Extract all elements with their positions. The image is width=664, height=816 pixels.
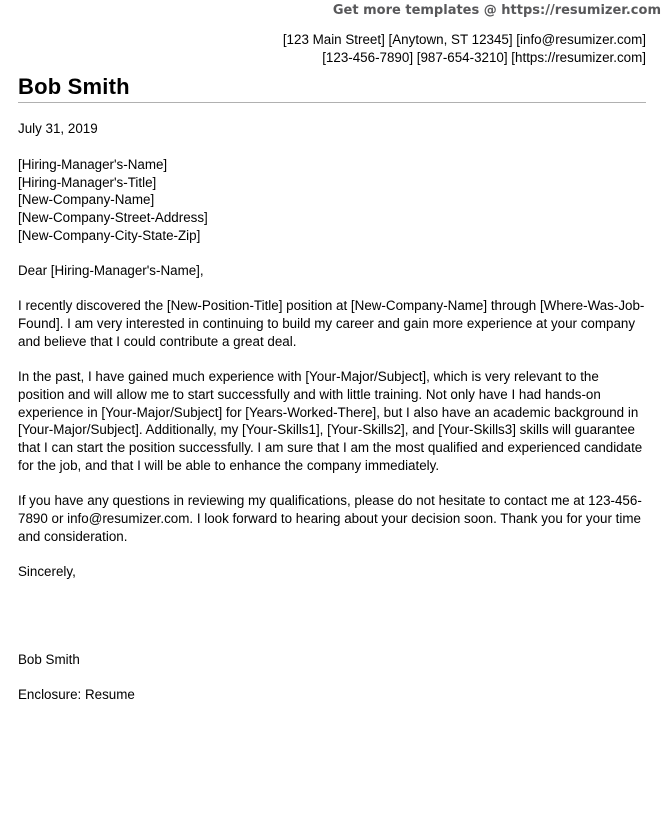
sender-name-heading: Bob Smith [18,75,646,103]
letter-body [18,103,646,703]
salutation: Dear [Hiring-Manager's-Name], [18,263,204,278]
body-paragraph-3: If you have any questions in reviewing my qualifications, please do not hesitate to contact me at 123-456-7890 or info@resumizer.com. I look forward to hearing about your decision soon. Thank you for your time and consideration. [18,493,642,544]
body-paragraph-2: In the past, I have gained much experience with [Your-Major/Subject], which is very relevant to the position and will allow me to start successfully and with little training. Not only have I had hands-on experience in [Your-Major/Subject] for [Years-Worked-There], but I also have an academic background in [Your-Major/Subject]. Additionally, my [Your-Skills1], [Your-Skills2], and [Your-Skills3] skills will guarantee that I can start the position successfully. I am sure that I am the most qualified and experienced candidate for the job, and that I will be able to enhance the company immediately. [18,369,643,473]
resumizer-tagline: Get more templates @ https://resumizer.com [332,3,661,18]
signature-name: Bob Smith [18,651,80,667]
body-paragraph-1: I recently discovered the [New-Position-Title] position at [New-Company-Name] through [Where-Was-Job-Found]. I am very interested in continuing to build my career and gain more experience at your company and believe that I could contribute a great deal. [18,298,645,349]
recipient-line: [New-Company-Street-Address] [18,209,208,225]
date-line: July 31, 2019 [18,121,98,137]
document-header [18,3,661,66]
closing-line: Sincerely, [18,563,76,579]
recipient-line: [New-Company-Name] [18,192,155,208]
contact-line-1: [123 Main Street] [Anytown, ST 12345] [info@resumizer.com] [282,32,646,47]
recipient-line: [New-Company-City-State-Zip] [18,227,201,243]
contact-line-2: [123-456-7890] [987-654-3210] [https://resumizer.com] [322,49,646,65]
recipient-line: [Hiring-Manager's-Name] [18,156,168,172]
recipient-line: [Hiring-Manager's-Title] [18,174,157,190]
recipient-address-block [18,156,646,245]
enclosure-note: Enclosure: Resume [18,686,135,702]
